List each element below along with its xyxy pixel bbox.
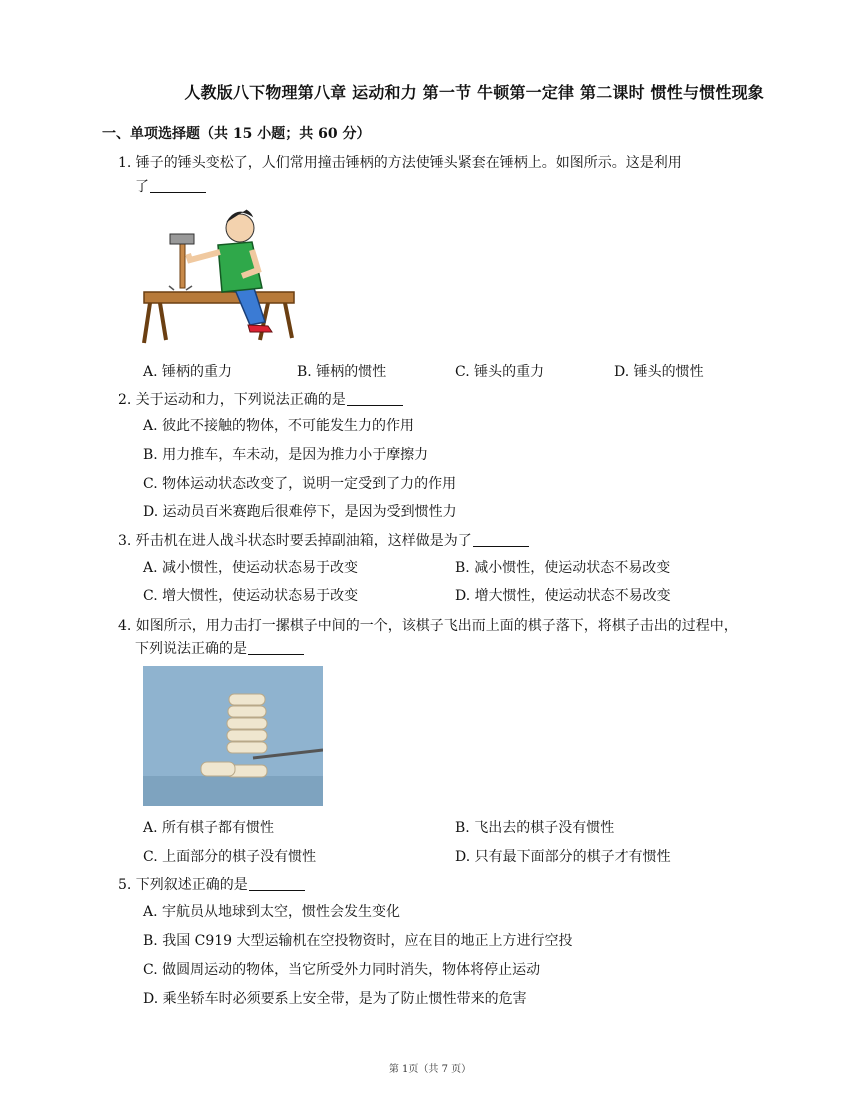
question-4-line1: 4. 如图所示，用力击打一摞棋子中间的一个，该棋子飞出而上面的棋子落下，将棋子击出的过程中， [118, 618, 738, 634]
question-5-option-b[interactable]: B. 我国 C919 大型运输机在空投物资时，应在目的地正上方进行空投 [143, 933, 573, 949]
question-4-option-b[interactable]: B. 飞出去的棋子没有惯性 [455, 820, 615, 836]
question-1-stem [118, 152, 682, 174]
question-5-option-c[interactable]: C. 做圆周运动的物体，当它所受外力同时消失，物体将停止运动 [143, 962, 541, 978]
question-5-line1: 5. 下列叙述正确的是 [118, 877, 248, 893]
question-2-option-d[interactable]: D. 运动员百米赛跑后很难停下，是因为受到惯性力 [143, 504, 457, 520]
question-5-option-d[interactable]: D. 乘坐轿车时必须要系上安全带，是为了防止惯性带来的危害 [143, 991, 527, 1007]
section-heading: 一、单项选择题（共 15 小题；共 60 分） [102, 126, 371, 142]
question-2-stem [118, 389, 403, 411]
question-3-line1: 3. 歼击机在进人战斗状态时要丢掉副油箱，这样做是为了 [118, 533, 472, 549]
question-3-option-b[interactable]: B. 减小惯性，使运动状态不易改变 [455, 560, 671, 576]
question-2-option-a[interactable]: A. 彼此不接触的物体，不可能发生力的作用 [143, 418, 415, 434]
chess-stack-photo [143, 666, 323, 806]
question-1-option-a[interactable]: A. 锤柄的重力 [143, 364, 233, 380]
question-4-option-c[interactable]: C. 上面部分的棋子没有惯性 [143, 849, 317, 865]
question-3-option-d[interactable]: D. 增大惯性，使运动状态不易改变 [455, 588, 671, 604]
answer-blank[interactable] [249, 876, 305, 891]
question-3-stem [118, 530, 529, 552]
question-4-option-d[interactable]: D. 只有最下面部分的棋子才有惯性 [455, 849, 671, 865]
question-4-line2: 下列说法正确的是 [135, 641, 247, 657]
question-1-option-b[interactable]: B. 锤柄的惯性 [297, 364, 387, 380]
page-footer: 第 1页（共 7 页） [388, 1064, 472, 1075]
question-2-option-c[interactable]: C. 物体运动状态改变了，说明一定受到了力的作用 [143, 476, 457, 492]
question-1-line2: 了 [135, 179, 149, 195]
question-1-option-c[interactable]: C. 锤头的重力 [455, 364, 545, 380]
question-4-stem-cont [135, 638, 304, 660]
question-2-line1: 2. 关于运动和力，下列说法正确的是 [118, 392, 346, 408]
answer-blank[interactable] [347, 391, 403, 406]
question-1-stem-cont [135, 176, 206, 198]
question-5-option-a[interactable]: A. 宇航员从地球到太空，惯性会发生变化 [143, 904, 401, 920]
question-3-option-c[interactable]: C. 增大惯性，使运动状态易于改变 [143, 588, 359, 604]
question-2-option-b[interactable]: B. 用力推车，车未动，是因为推力小于摩擦力 [143, 447, 429, 463]
question-5-stem [118, 874, 305, 896]
question-1-option-d[interactable]: D. 锤头的惯性 [614, 364, 704, 380]
answer-blank[interactable] [248, 640, 304, 655]
answer-blank[interactable] [150, 178, 206, 193]
question-1-line1: 1. 锤子的锤头变松了，人们常用撞击锤柄的方法使锤头紧套在锤柄上。如图所示。这是利用 [118, 155, 682, 171]
question-3-option-a[interactable]: A. 减小惯性，使运动状态易于改变 [143, 560, 359, 576]
question-4-stem [118, 615, 738, 637]
question-4-option-a[interactable]: A. 所有棋子都有惯性 [143, 820, 275, 836]
page-title: 人教版八下物理第八章 运动和力 第一节 牛顿第一定律 第二课时 惯性与惯性现象 [184, 83, 764, 102]
hammer-man-illustration [140, 200, 300, 345]
answer-blank[interactable] [473, 532, 529, 547]
